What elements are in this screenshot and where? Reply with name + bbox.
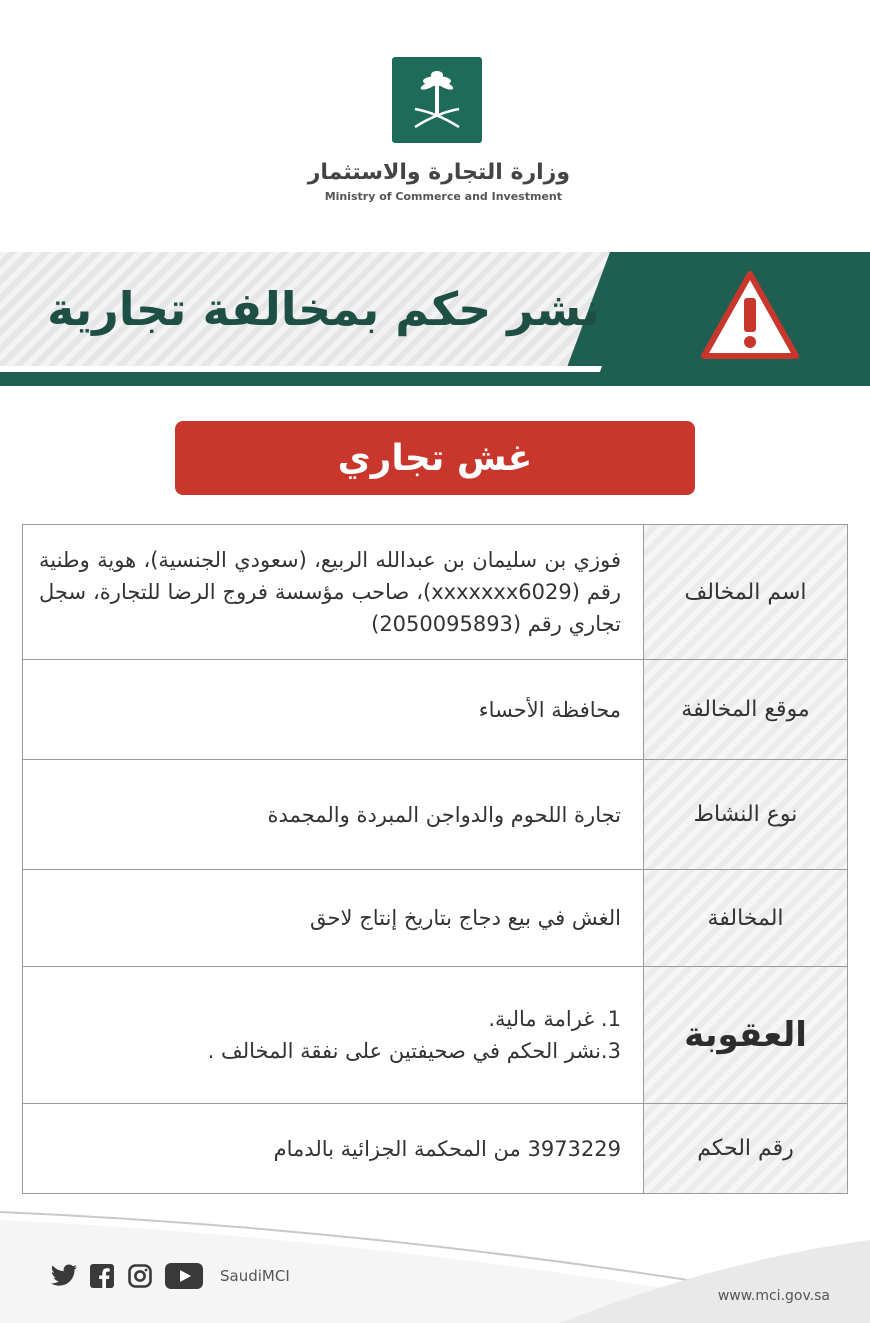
penalty-item: 3.نشر الحكم في صحيفتين على نفقة المخالف .	[207, 1039, 621, 1063]
saudi-emblem-icon	[392, 57, 482, 143]
youtube-icon[interactable]	[164, 1263, 204, 1289]
row-label-penalty: العقوبة	[643, 967, 847, 1103]
row-value-activity-type: تجارة اللحوم والدواجن المبردة والمجمدة	[267, 802, 621, 827]
row-value-violation: الغش في بيع دجاج بتاريخ إنتاج لاحق	[310, 906, 621, 930]
violation-category-badge: غش تجاري	[175, 421, 695, 495]
row-value-judgment-number: 3973229 من المحكمة الجزائية بالدمام	[273, 1136, 621, 1161]
table-row	[23, 1104, 847, 1193]
row-label-violator-name: اسم المخالف	[643, 525, 847, 659]
ministry-name-arabic: وزارة التجارة والاستثمار	[307, 160, 570, 185]
facebook-icon[interactable]	[88, 1263, 116, 1289]
social-handle[interactable]: SaudiMCI	[220, 1267, 290, 1285]
table-row	[23, 525, 847, 660]
table-row	[23, 967, 847, 1104]
social-links	[50, 1262, 290, 1290]
table-row	[23, 870, 847, 967]
judgment-table	[22, 524, 848, 1194]
row-value-violator-name: فوزي بن سليمان بن عبدالله الربيع، (سعودي الجنسية)، هوية وطنية رقم (xxxxxxx6029)، صاحب مؤسسة فروج الرضا للتجارة، سجل تجاري رقم (2050095893)	[39, 548, 621, 636]
row-label-violation: المخالفة	[643, 870, 847, 966]
row-value-penalty	[23, 967, 633, 1103]
row-label-judgment-number: رقم الحكم	[643, 1104, 847, 1193]
row-label-activity-type: نوع النشاط	[643, 760, 847, 869]
row-label-violation-location: موقع المخالفة	[643, 660, 847, 759]
row-value-violation-location: محافظة الأحساء	[478, 697, 621, 722]
table-row	[23, 760, 847, 870]
website-link[interactable]: www.mci.gov.sa	[717, 1288, 830, 1304]
table-row	[23, 660, 847, 760]
ministry-name-english: Ministry of Commerce and Investment	[324, 190, 562, 203]
page-title: نشر حكم بمخالفة تجارية	[47, 282, 600, 336]
instagram-icon[interactable]	[126, 1263, 154, 1289]
twitter-icon[interactable]	[50, 1263, 78, 1289]
warning-triangle-icon	[698, 268, 802, 364]
penalty-item: 1. غرامة مالية.	[488, 1007, 621, 1031]
